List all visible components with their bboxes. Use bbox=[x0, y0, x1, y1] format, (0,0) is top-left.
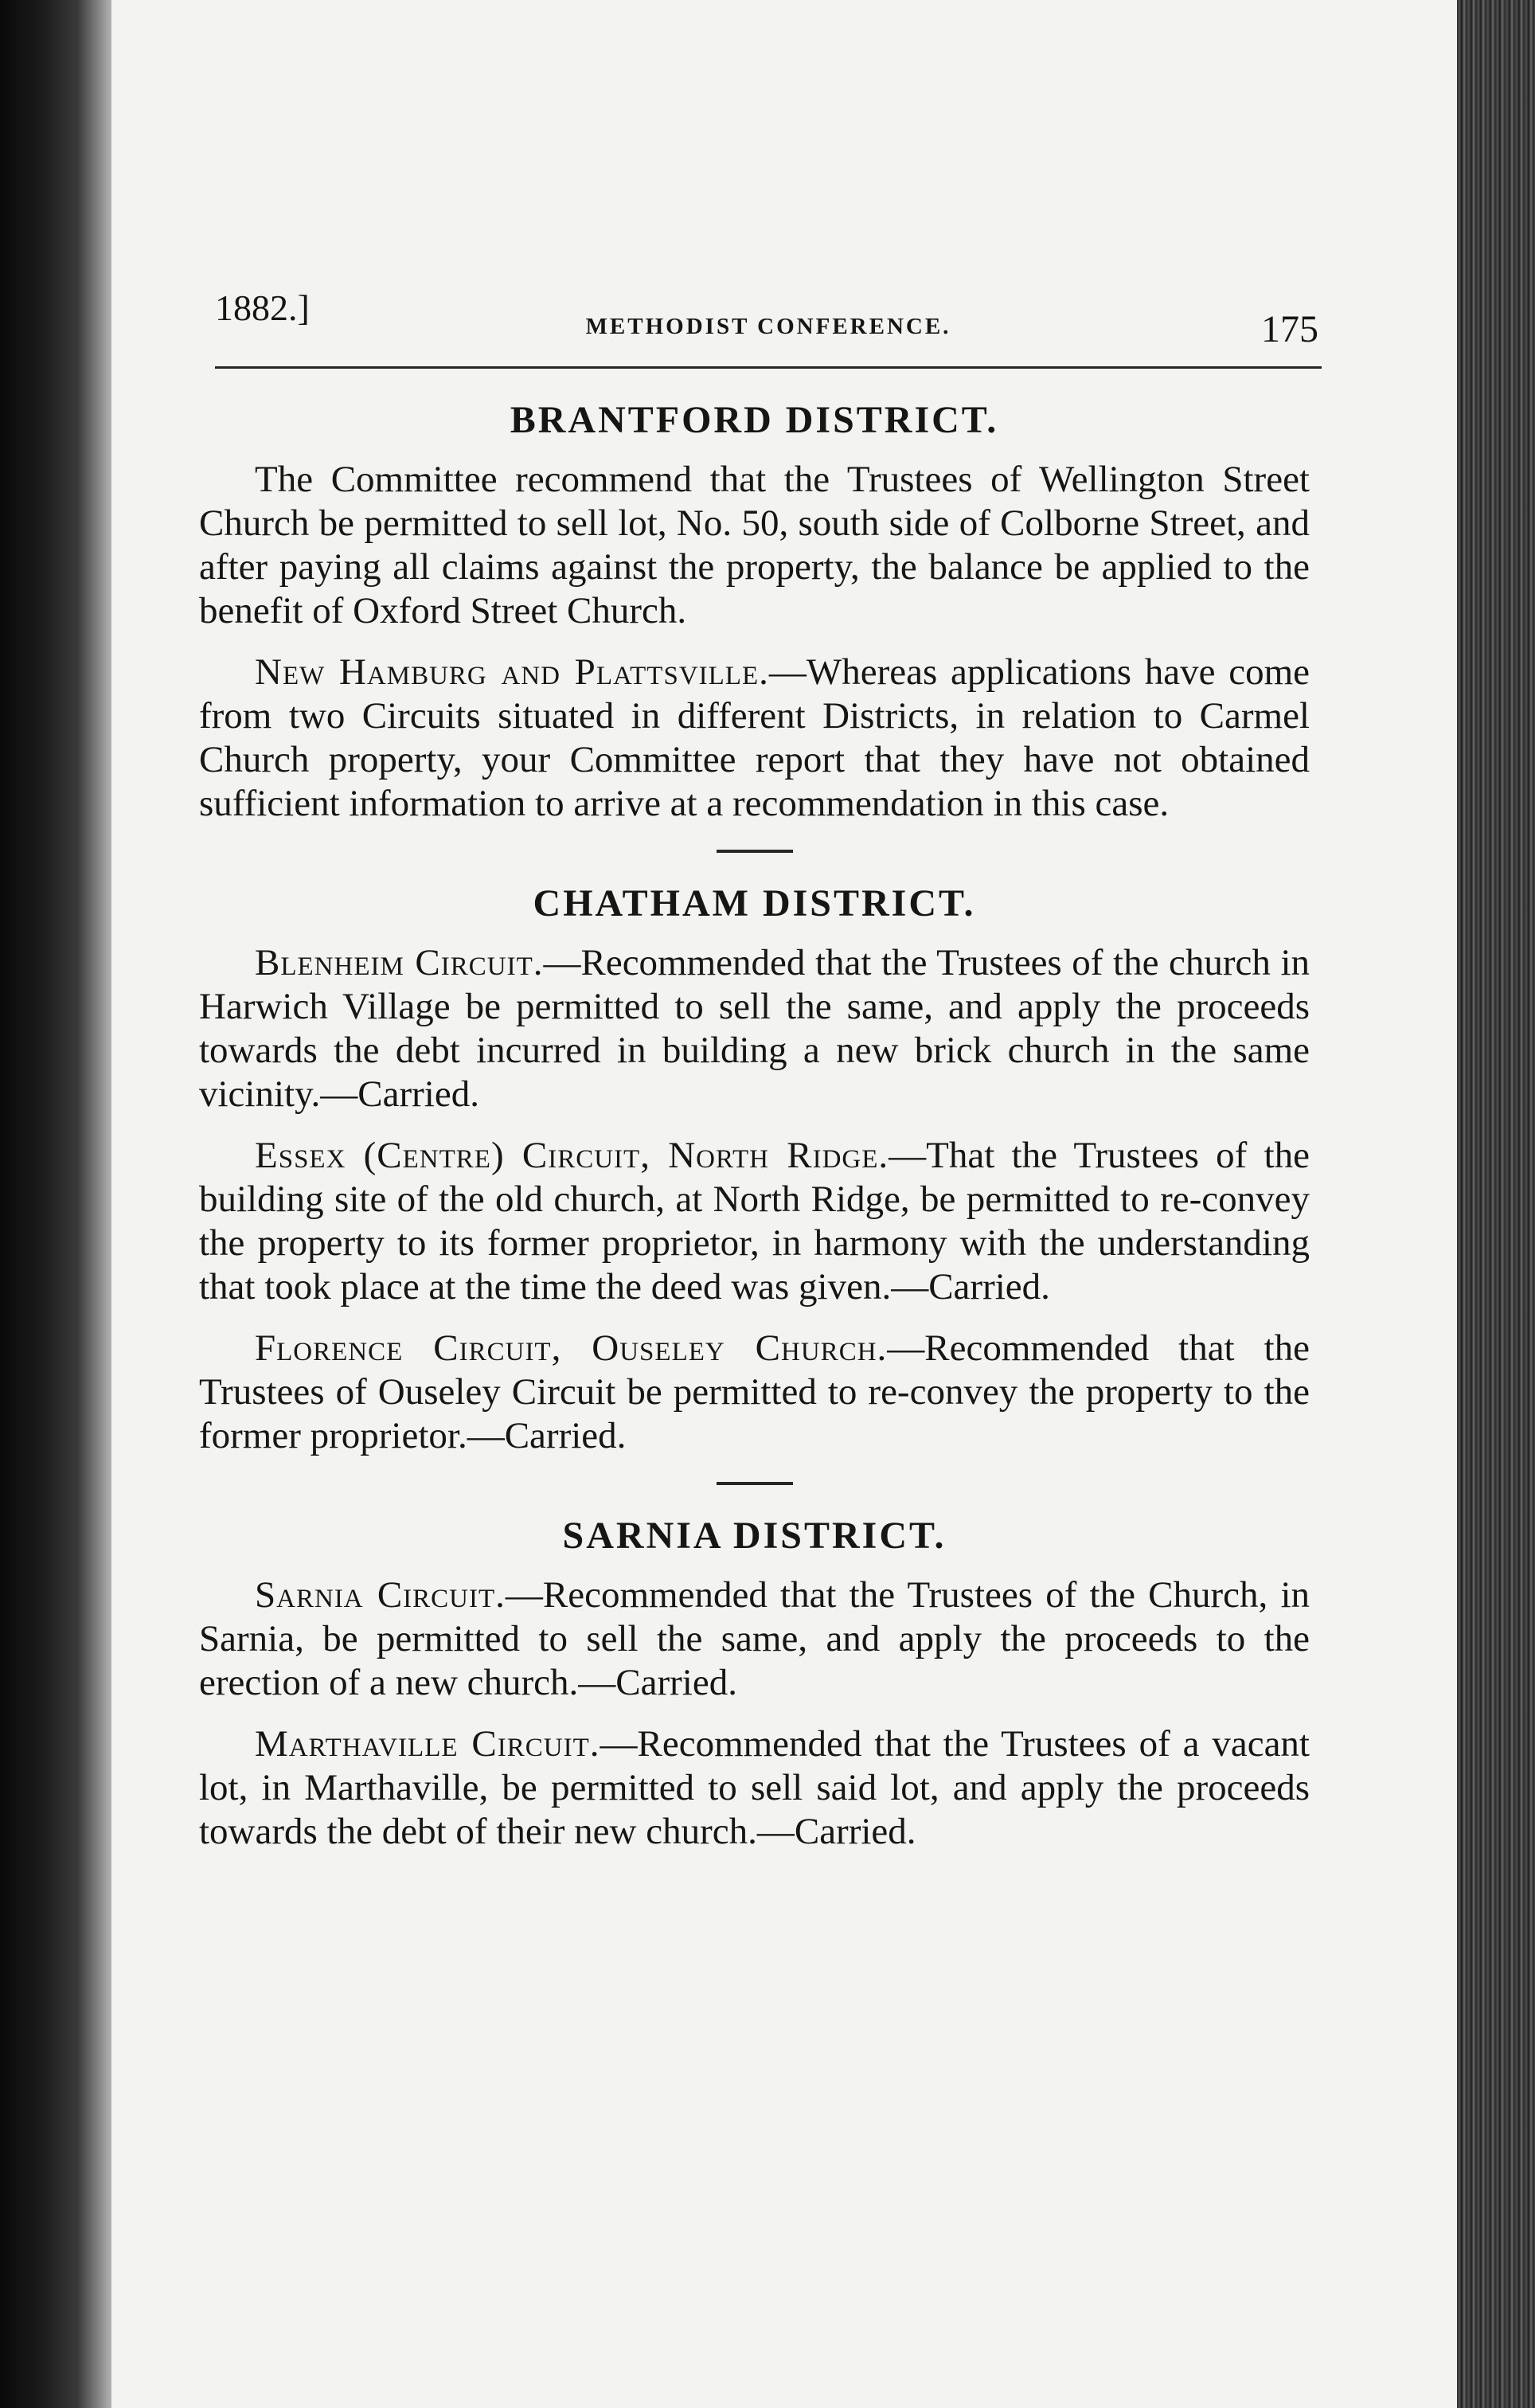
paragraph-text: —That the Trustees of the building site of the old church, at North Ridge, be permitted to re-convey the property to its former proprietor, in harmony with the understanding that took place at the time the deed was given.—Carried. bbox=[199, 1135, 1310, 1308]
paragraph-lead: Essex (Centre) Circuit, North Ridge. bbox=[255, 1135, 889, 1176]
section-divider bbox=[717, 850, 793, 853]
paragraph-text: The Committee recommend that the Trustees of Wellington Street Church be permitted to sell lot, No. 50, south side of Colborne Street, and after paying all claims against the property, the balance be applied to the benefit of Oxford Street Church. bbox=[199, 459, 1310, 631]
district-heading: CHATHAM DISTRICT. bbox=[533, 882, 976, 924]
paragraph bbox=[199, 1134, 1310, 1309]
paragraph-lead: Blenheim Circuit. bbox=[255, 942, 544, 983]
paragraph-text: —Recommended that the Trustees of the Church, in Sarnia, be permitted to sell the same, and apply the proceeds to the erection of a new church.—Carried. bbox=[199, 1574, 1310, 1703]
book-gutter bbox=[0, 0, 119, 2408]
paragraph-lead: Marthaville Circuit. bbox=[255, 1723, 600, 1765]
district-section-sarnia bbox=[199, 1514, 1310, 1854]
paragraph bbox=[199, 1722, 1310, 1854]
paragraph-text: —Whereas applications have come from two Circuits situated in different Districts, in relation to Carmel Church property, your Committee report that they have not obtained sufficient information to arrive at a recommendation in this case. bbox=[199, 651, 1310, 824]
section-divider bbox=[717, 1482, 793, 1485]
paragraph-lead: Florence Circuit, Ouseley Church. bbox=[255, 1327, 888, 1369]
paragraph-lead: Sarnia Circuit. bbox=[255, 1574, 506, 1616]
paragraph bbox=[199, 458, 1310, 633]
paragraph bbox=[199, 651, 1310, 826]
district-heading: SARNIA DISTRICT. bbox=[562, 1515, 947, 1557]
paragraph-text: —Recommended that the Trustees of the church in Harwich Village be permitted to sell the same, and apply the proceeds towards the debt incurred in building a new brick church in the same vicinity.—Carried. bbox=[199, 942, 1310, 1115]
district-section-brantford bbox=[199, 398, 1310, 826]
text-block bbox=[199, 398, 1310, 1871]
header-title: METHODIST CONFERENCE. bbox=[585, 314, 951, 339]
paragraph-text: —Recommended that the Trustees of Ouseley Circuit be permitted to re-convey the property to the former proprietor.—Carried. bbox=[199, 1327, 1310, 1456]
page-number: 175 bbox=[1261, 308, 1318, 350]
district-heading: BRANTFORD DISTRICT. bbox=[510, 399, 999, 441]
paragraph-text: —Recommended that the Trustees of a vacant lot, in Marthaville, be permitted to sell said lot, and apply the proceeds towards the debt of their new church.—Carried. bbox=[199, 1723, 1310, 1852]
running-head bbox=[215, 279, 1322, 369]
paragraph bbox=[199, 1327, 1310, 1458]
header-year: 1882.] bbox=[215, 287, 310, 328]
paragraph-lead: New Hamburg and Plattsville. bbox=[255, 651, 769, 693]
page-fore-edge bbox=[1457, 0, 1535, 2408]
paragraph bbox=[199, 1573, 1310, 1705]
district-section-chatham bbox=[199, 882, 1310, 1458]
paragraph bbox=[199, 941, 1310, 1116]
